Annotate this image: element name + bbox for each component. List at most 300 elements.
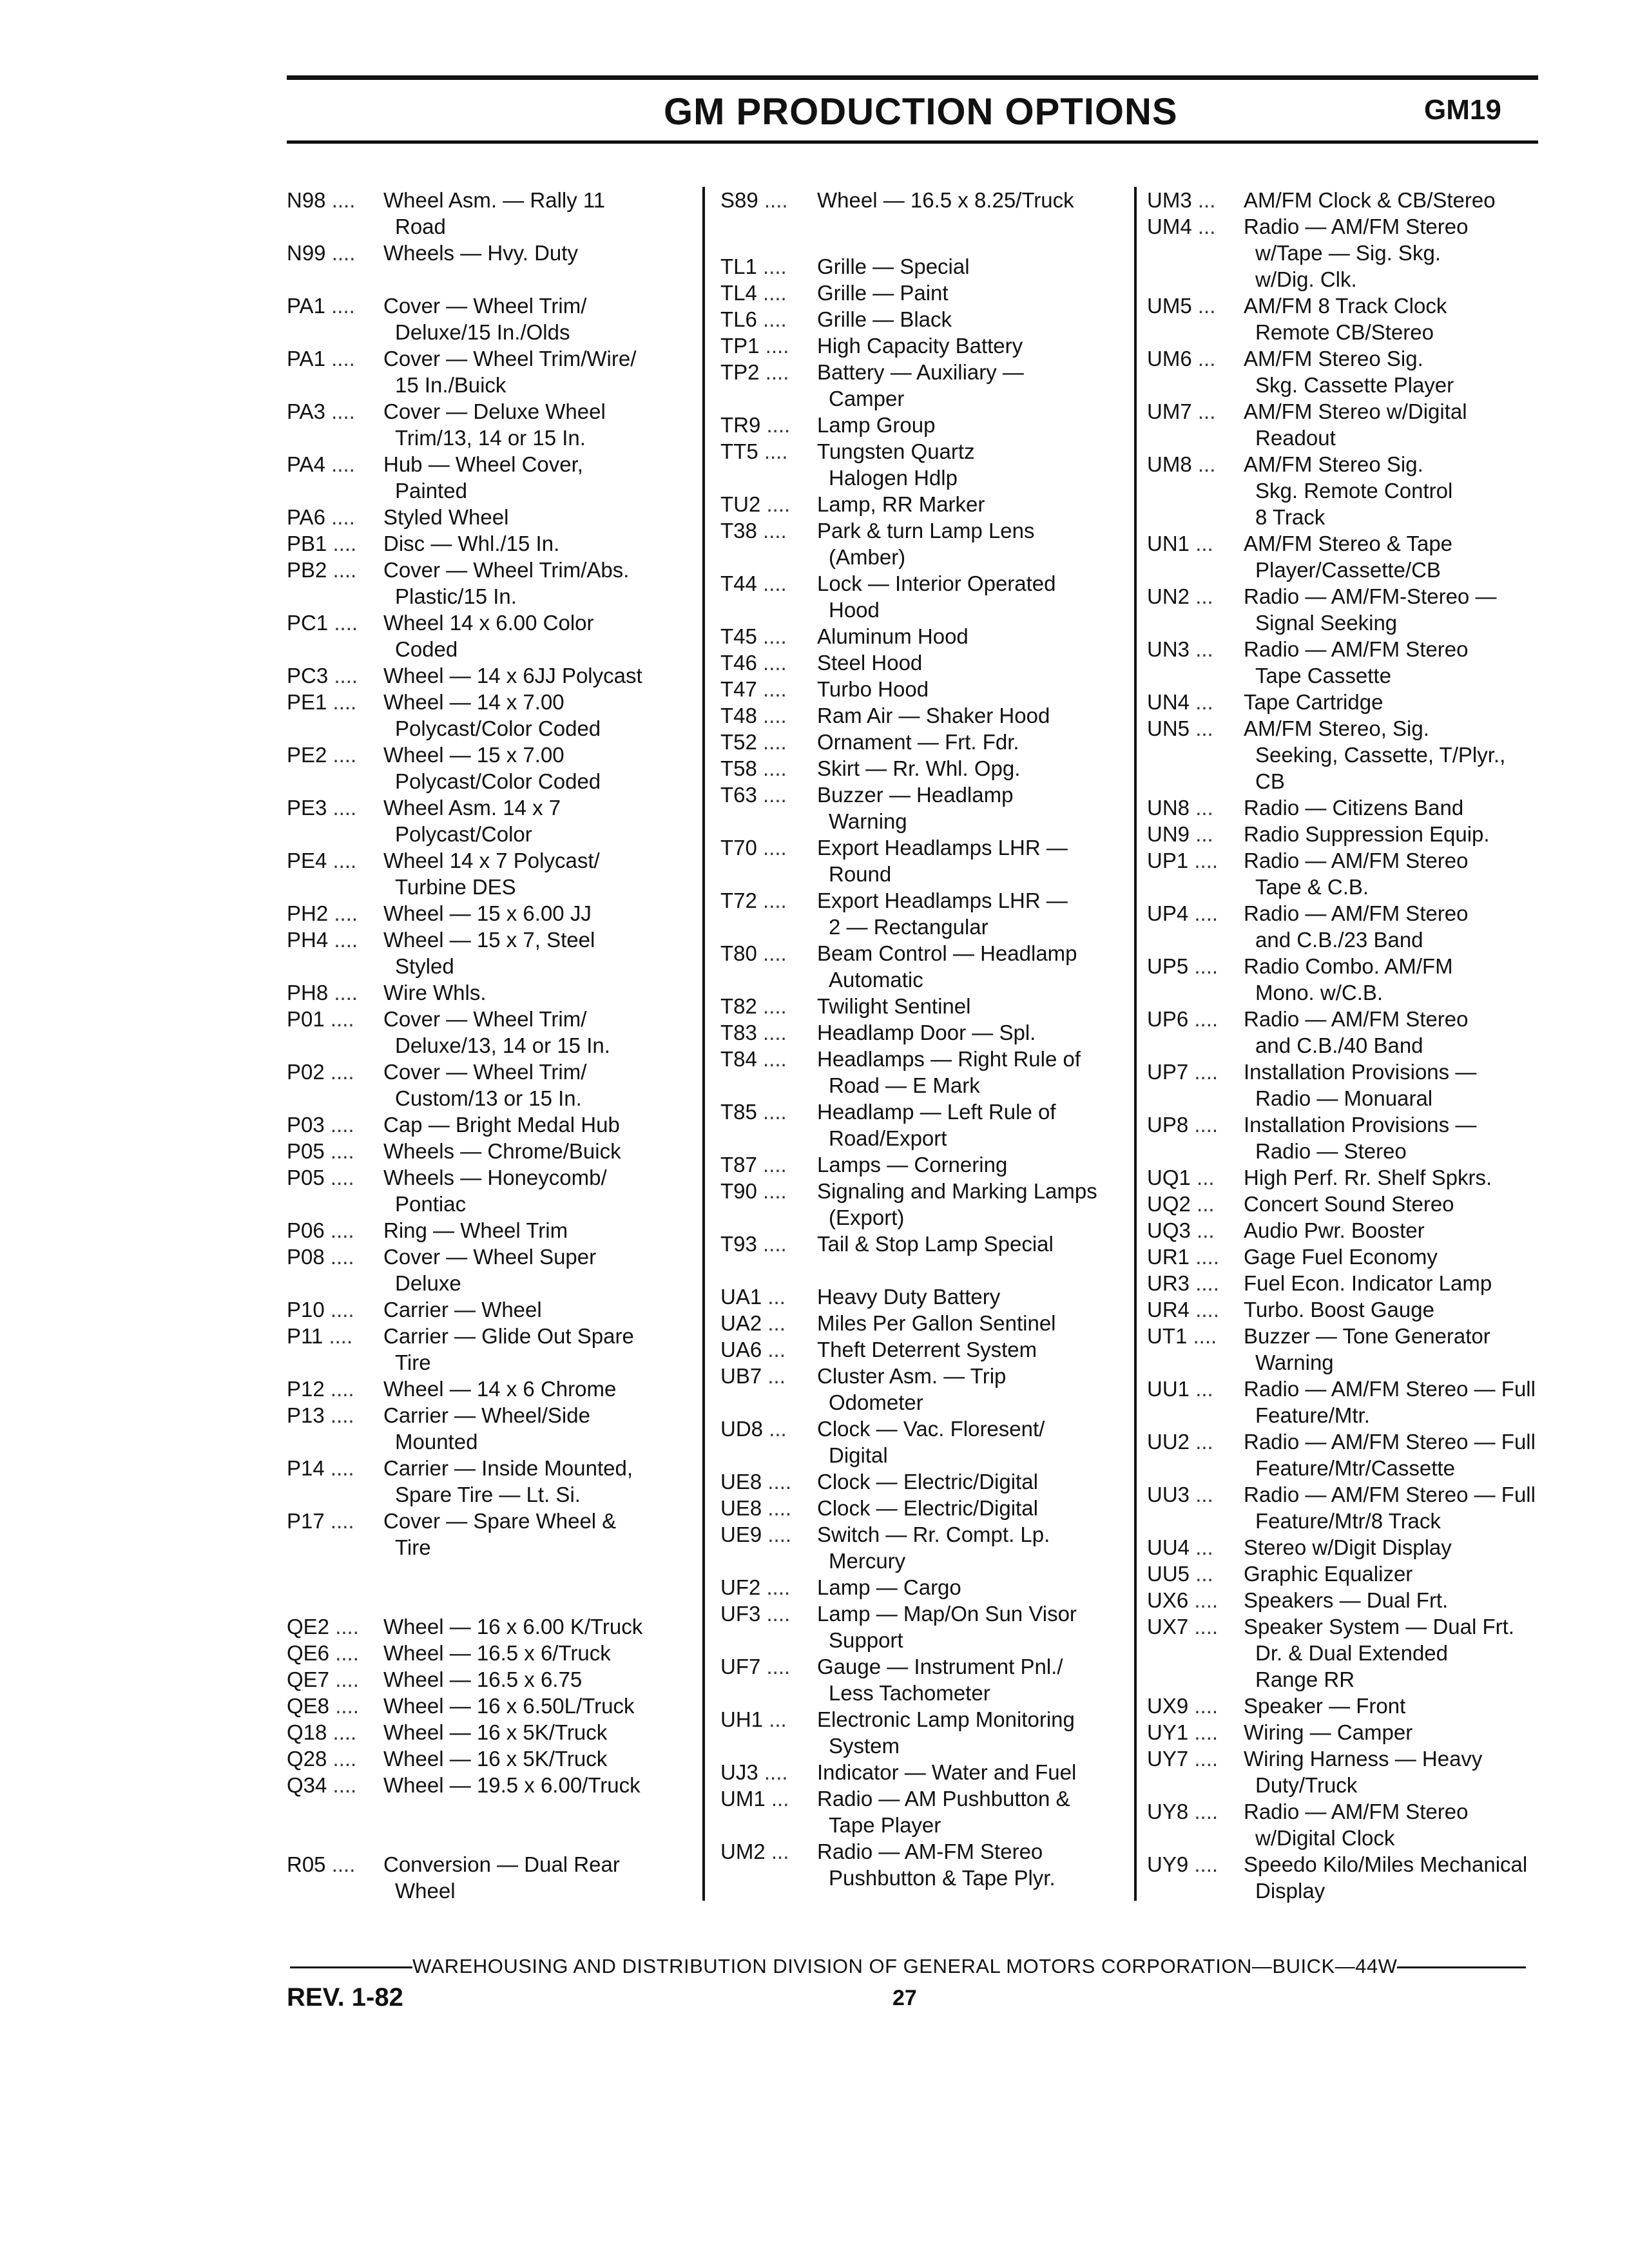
option-entry xyxy=(1147,1164,1598,1191)
option-code xyxy=(720,359,817,385)
option-leader-dots: .... xyxy=(763,994,787,1018)
option-code xyxy=(720,253,817,280)
option-leader-dots: .... xyxy=(763,835,787,860)
option-description: Carrier — Glide Out Spare xyxy=(383,1324,634,1348)
option-code-text: UM4 xyxy=(1147,215,1192,238)
option-description: Radio — AM/FM-Stereo — xyxy=(1244,584,1497,608)
option-code xyxy=(720,1336,817,1363)
option-code xyxy=(720,1099,817,1125)
options-column-1 xyxy=(287,187,693,1904)
option-description: Audio Pwr. Booster xyxy=(1244,1218,1425,1242)
option-description-continued: Skg. Remote Control xyxy=(1255,479,1453,503)
option-leader-dots: .... xyxy=(1194,1852,1219,1876)
option-description: Speaker System — Dual Frt. xyxy=(1244,1615,1514,1639)
option-code-text: UP1 xyxy=(1147,849,1189,872)
option-description: Wheel — 15 x 7, Steel xyxy=(383,928,595,952)
option-description: Wheel — 19.5 x 6.00/Truck xyxy=(383,1773,641,1797)
option-entry xyxy=(720,623,1126,649)
option-code xyxy=(1147,1851,1244,1878)
option-description-continued: Less Tachometer xyxy=(829,1680,990,1705)
option-code xyxy=(720,1785,817,1812)
option-code-text: TP1 xyxy=(720,333,760,358)
option-code-text: TU2 xyxy=(720,492,761,516)
option-leader-dots: ... xyxy=(1197,1218,1215,1242)
option-leader-dots: .... xyxy=(763,254,787,278)
option-description: Tungsten Quartz xyxy=(817,439,975,463)
option-description-continued: Tape Player xyxy=(829,1812,941,1837)
option-entry xyxy=(720,412,1126,438)
option-leader-dots: .... xyxy=(330,1298,354,1321)
option-leader-dots: .... xyxy=(333,1720,357,1744)
option-code xyxy=(1147,1745,1244,1772)
option-code-text: UN8 xyxy=(1147,796,1190,820)
option-description: Hub — Wheel Cover, xyxy=(383,452,583,476)
option-description: Wire Whls. xyxy=(383,981,487,1004)
option-code xyxy=(1147,821,1244,847)
option-entry xyxy=(287,187,693,240)
option-code xyxy=(720,1178,817,1204)
option-code-text: UM5 xyxy=(1147,294,1192,318)
option-description-continued: Pontiac xyxy=(395,1192,467,1216)
option-code-text: UB7 xyxy=(720,1363,762,1388)
option-code xyxy=(720,1363,817,1389)
option-code xyxy=(720,306,817,332)
option-leader-dots: .... xyxy=(330,1456,354,1480)
option-description-continued: Skg. Cassette Player xyxy=(1255,373,1454,397)
option-code-text: UY1 xyxy=(1147,1720,1189,1744)
option-code-text: T90 xyxy=(720,1178,757,1203)
option-description: Radio — AM/FM Stereo xyxy=(1244,1007,1469,1031)
option-description: Lock — Interior Operated xyxy=(817,571,1056,595)
option-description-continued: Dr. & Dual Extended xyxy=(1255,1641,1448,1665)
option-code-text: PC1 xyxy=(287,611,329,635)
option-entry xyxy=(1147,1244,1598,1270)
option-leader-dots: .... xyxy=(1194,954,1219,978)
option-code-text: R05 xyxy=(287,1852,326,1876)
option-entry xyxy=(720,1600,1126,1653)
option-leader-dots: .... xyxy=(764,188,788,212)
option-description: Aluminum Hood xyxy=(817,624,969,648)
option-code-text: PE2 xyxy=(287,743,327,767)
option-description-continued: Support xyxy=(829,1628,903,1652)
option-code xyxy=(1147,345,1244,372)
option-leader-dots: .... xyxy=(765,360,789,384)
option-code xyxy=(720,702,817,729)
option-leader-dots: .... xyxy=(1194,901,1219,925)
option-description: Wheel — 15 x 6.00 JJ xyxy=(383,901,592,925)
option-code xyxy=(1147,1323,1244,1349)
option-code xyxy=(287,504,383,530)
option-leader-dots: .... xyxy=(333,1747,357,1771)
option-leader-dots: .... xyxy=(333,796,357,820)
option-code xyxy=(720,834,817,861)
option-code-text: PA1 xyxy=(287,347,325,370)
option-leader-dots: .... xyxy=(329,1324,353,1348)
option-entry xyxy=(720,1574,1126,1600)
option-leader-dots: ... xyxy=(1195,1430,1213,1454)
option-code-text: UP8 xyxy=(1147,1113,1189,1137)
option-code-text: T44 xyxy=(720,571,757,595)
option-leader-dots: .... xyxy=(1194,1060,1219,1084)
option-description-continued: w/Tape — Sig. Skg. xyxy=(1255,241,1441,265)
option-leader-dots: .... xyxy=(333,743,357,767)
option-entry xyxy=(1147,1428,1598,1481)
option-code xyxy=(287,1376,383,1402)
option-entry xyxy=(720,702,1126,729)
option-leader-dots: .... xyxy=(767,1495,792,1520)
option-code xyxy=(720,1495,817,1521)
option-entry xyxy=(1147,1693,1598,1719)
option-leader-dots: ... xyxy=(1197,294,1216,318)
option-code xyxy=(1147,1719,1244,1745)
option-code-text: TP2 xyxy=(720,360,760,384)
option-description: AM/FM Clock & CB/Stereo xyxy=(1244,188,1496,212)
option-entry xyxy=(720,1231,1126,1257)
option-entry xyxy=(720,993,1126,1019)
option-code xyxy=(287,1059,383,1085)
option-entry xyxy=(287,689,693,742)
option-code-text: UE9 xyxy=(720,1522,762,1546)
option-code xyxy=(1147,953,1244,979)
option-code xyxy=(720,1019,817,1046)
option-description: Buzzer — Tone Generator xyxy=(1244,1324,1490,1348)
option-leader-dots: .... xyxy=(335,1667,359,1691)
option-description-continued: Styled xyxy=(395,954,454,978)
option-code-text: UA2 xyxy=(720,1311,762,1335)
option-leader-dots: .... xyxy=(766,1575,791,1599)
option-entry xyxy=(720,1099,1126,1151)
option-code-text: QE2 xyxy=(287,1615,330,1639)
option-entry xyxy=(720,1468,1126,1495)
option-description: Radio — AM/FM Stereo xyxy=(1244,901,1469,925)
option-code xyxy=(287,1851,383,1878)
option-entry xyxy=(287,1508,693,1561)
option-leader-dots: ... xyxy=(767,1363,786,1388)
option-code xyxy=(720,1706,817,1733)
option-description: Radio — AM/FM Stereo xyxy=(1244,215,1469,238)
option-description-continued: Wheel xyxy=(395,1879,456,1903)
option-description: Wheels — Chrome/Buick xyxy=(383,1139,621,1163)
option-entry xyxy=(720,491,1126,517)
option-description-continued: Road — E Mark xyxy=(829,1073,980,1097)
option-entry xyxy=(1147,1059,1598,1111)
revision-label: REV. 1-82 xyxy=(287,1983,403,2012)
option-leader-dots: .... xyxy=(330,1166,354,1189)
option-entry xyxy=(1147,187,1598,213)
option-code-text: P11 xyxy=(287,1324,323,1348)
option-code-text: T52 xyxy=(720,729,757,754)
options-column-3 xyxy=(1147,187,1598,1904)
option-leader-dots: ... xyxy=(771,1839,789,1863)
option-code xyxy=(1147,689,1244,715)
option-code-text: P14 xyxy=(287,1456,325,1480)
option-description-continued: Turbine DES xyxy=(395,875,516,899)
option-code xyxy=(1147,213,1244,240)
option-leader-dots: .... xyxy=(763,941,787,965)
option-entry xyxy=(1147,345,1598,398)
option-code xyxy=(1147,1481,1244,1508)
option-code xyxy=(287,1508,383,1534)
option-leader-dots: ... xyxy=(1197,188,1216,212)
option-description-continued: (Amber) xyxy=(829,544,906,569)
option-code xyxy=(1147,1217,1244,1244)
option-entry xyxy=(287,662,693,689)
option-code-text: UM2 xyxy=(720,1839,766,1863)
option-entry xyxy=(1147,451,1598,530)
option-leader-dots: .... xyxy=(763,518,787,543)
option-description: Wheels — Hvy. Duty xyxy=(383,241,578,265)
option-description: Wheel — 16 x 6.00 K/Truck xyxy=(383,1615,643,1639)
option-code-text: UM7 xyxy=(1147,399,1192,423)
option-leader-dots: .... xyxy=(763,677,787,701)
option-leader-dots: .... xyxy=(1195,1245,1219,1269)
option-code-text: T70 xyxy=(720,835,757,860)
option-code-text: UU1 xyxy=(1147,1377,1190,1401)
option-description-continued: Road xyxy=(395,215,446,238)
option-leader-dots: ... xyxy=(769,1707,787,1731)
option-code-text: UP4 xyxy=(1147,901,1189,925)
option-code-text: UN1 xyxy=(1147,532,1190,555)
option-description: Headlamp Door — Spl. xyxy=(817,1020,1036,1044)
option-code-text: PC3 xyxy=(287,664,329,687)
option-code-text: T47 xyxy=(720,677,757,701)
option-code-text: UU3 xyxy=(1147,1483,1190,1506)
option-code-text: UF2 xyxy=(720,1575,761,1599)
option-description: Ram Air — Shaker Hood xyxy=(817,703,1050,727)
option-description: Wiring — Camper xyxy=(1244,1720,1413,1744)
option-code-text: P05 xyxy=(287,1166,325,1189)
option-code xyxy=(287,662,383,689)
option-code-text: UE8 xyxy=(720,1469,762,1494)
option-entry xyxy=(287,1693,693,1719)
option-leader-dots: ... xyxy=(1195,1562,1213,1586)
option-code xyxy=(287,1693,383,1719)
option-entry xyxy=(287,1006,693,1059)
option-leader-dots: .... xyxy=(333,690,357,714)
option-code-text: P10 xyxy=(287,1298,325,1321)
option-description-continued: Duty/Truck xyxy=(1255,1773,1358,1797)
option-description: Wheel — 16.5 x 8.25/Truck xyxy=(817,188,1074,212)
option-description-continued: (Export) xyxy=(829,1205,905,1229)
option-entry xyxy=(720,306,1126,332)
option-entry xyxy=(287,794,693,847)
option-code xyxy=(1147,1111,1244,1138)
option-description-continued: Seeking, Cassette, T/Plyr., xyxy=(1255,743,1506,767)
option-description: Export Headlamps LHR — xyxy=(817,888,1068,912)
option-leader-dots: .... xyxy=(330,1403,354,1427)
option-code xyxy=(287,1296,383,1323)
option-description-continued: Feature/Mtr/8 Track xyxy=(1255,1509,1441,1533)
option-code-text: QE7 xyxy=(287,1667,330,1691)
footer-rule-left xyxy=(290,1966,412,1968)
option-code xyxy=(1147,1534,1244,1561)
option-code xyxy=(1147,451,1244,477)
option-leader-dots: .... xyxy=(334,664,358,687)
option-description: AM/FM Stereo, Sig. xyxy=(1244,716,1429,740)
option-code xyxy=(1147,398,1244,425)
option-entry xyxy=(720,834,1126,887)
option-code-text: UF7 xyxy=(720,1654,761,1678)
option-entry xyxy=(287,610,693,662)
option-code-text: UN5 xyxy=(1147,716,1190,740)
option-leader-dots: .... xyxy=(763,1178,787,1203)
option-leader-dots: .... xyxy=(763,280,787,305)
option-code-text: TR9 xyxy=(720,412,761,437)
option-description: Switch — Rr. Compt. Lp. xyxy=(817,1522,1050,1546)
option-description: Radio — Citizens Band xyxy=(1244,796,1464,820)
option-entry xyxy=(1147,847,1598,900)
option-entry xyxy=(1147,1111,1598,1164)
option-description: Export Headlamps LHR — xyxy=(817,835,1068,860)
option-code xyxy=(287,1111,383,1138)
option-leader-dots: .... xyxy=(763,1099,787,1124)
option-description: Headlamps — Right Rule of xyxy=(817,1046,1081,1071)
option-description: Lamps — Cornering xyxy=(817,1152,1008,1177)
option-code-text: UP5 xyxy=(1147,954,1189,978)
option-entry xyxy=(1147,293,1598,345)
option-description: Radio Suppression Equip. xyxy=(1244,822,1490,846)
option-description: High Perf. Rr. Shelf Spkrs. xyxy=(1244,1166,1492,1189)
option-code xyxy=(720,1151,817,1178)
option-entry xyxy=(720,517,1126,570)
option-entry xyxy=(1147,1323,1598,1376)
section-code: GM19 xyxy=(1424,94,1501,126)
option-description: AM/FM 8 Track Clock xyxy=(1244,294,1447,318)
option-description-continued: Warning xyxy=(1255,1350,1334,1374)
option-code-text: P13 xyxy=(287,1403,325,1427)
option-code-text: P03 xyxy=(287,1113,325,1137)
option-code-text: UN2 xyxy=(1147,584,1190,608)
option-code-text: UM1 xyxy=(720,1786,766,1811)
option-code xyxy=(1147,1428,1244,1455)
option-code-text: UH1 xyxy=(720,1707,764,1731)
option-code xyxy=(287,1244,383,1270)
option-code xyxy=(287,900,383,927)
option-code-text: UE8 xyxy=(720,1495,762,1520)
option-entry xyxy=(1147,794,1598,821)
option-leader-dots: .... xyxy=(767,1522,792,1546)
option-code-text: PH2 xyxy=(287,901,329,925)
option-entry xyxy=(720,755,1126,782)
option-code-text: UR4 xyxy=(1147,1298,1190,1321)
option-code-text: UX7 xyxy=(1147,1615,1189,1639)
option-description: Wheel — 16.5 x 6/Truck xyxy=(383,1641,611,1665)
option-description: Cover — Wheel Trim/Wire/ xyxy=(383,347,637,370)
option-code xyxy=(720,755,817,782)
option-code xyxy=(720,623,817,649)
option-entry xyxy=(1147,1296,1598,1323)
option-code-text: UJ3 xyxy=(720,1760,758,1784)
option-description-continued: Mono. w/C.B. xyxy=(1255,981,1383,1004)
option-code-text: P06 xyxy=(287,1218,325,1242)
option-entry xyxy=(287,1455,693,1508)
option-code-text: PA3 xyxy=(287,399,325,423)
option-leader-dots: ... xyxy=(1195,584,1213,608)
option-description-continued: Painted xyxy=(395,479,467,503)
option-entry xyxy=(1147,1719,1598,1745)
option-entry xyxy=(1147,1745,1598,1798)
option-description: Wheel — 16.5 x 6.75 xyxy=(383,1667,583,1691)
option-leader-dots: ... xyxy=(1195,1483,1213,1506)
option-code xyxy=(720,676,817,702)
option-code xyxy=(287,1719,383,1745)
option-code xyxy=(287,742,383,768)
option-code-text: UF3 xyxy=(720,1601,761,1626)
option-code-text: N99 xyxy=(287,241,326,265)
option-leader-dots: .... xyxy=(330,1218,354,1242)
option-description-continued: Mercury xyxy=(829,1548,906,1573)
option-entry xyxy=(287,504,693,530)
option-description: Fuel Econ. Indicator Lamp xyxy=(1244,1271,1492,1295)
option-description-continued: Polycast/Color Coded xyxy=(395,769,601,793)
option-entry xyxy=(287,1244,693,1296)
option-code xyxy=(287,1455,383,1481)
option-description-continued: Trim/13, 14 or 15 In. xyxy=(395,426,586,450)
option-entry xyxy=(287,293,693,345)
option-leader-dots: .... xyxy=(333,532,357,555)
option-entry xyxy=(720,1336,1126,1363)
option-description-continued: Pushbutton & Tape Plyr. xyxy=(829,1865,1055,1890)
option-entry xyxy=(1147,1534,1598,1561)
option-code xyxy=(720,1283,817,1310)
option-description-continued: Feature/Mtr. xyxy=(1255,1403,1370,1427)
option-leader-dots: .... xyxy=(334,981,358,1004)
option-code-text: UP7 xyxy=(1147,1060,1189,1084)
option-leader-dots: .... xyxy=(335,1694,359,1718)
option-description: Carrier — Wheel/Side xyxy=(383,1403,590,1427)
option-code-text: PB2 xyxy=(287,558,327,582)
option-description: Cover — Wheel Trim/ xyxy=(383,294,587,318)
option-code xyxy=(287,1164,383,1191)
option-entry xyxy=(287,1402,693,1455)
option-description: Tape Cartridge xyxy=(1244,690,1383,714)
option-leader-dots: .... xyxy=(1194,1007,1219,1031)
option-description-continued: Automatic xyxy=(829,967,923,992)
option-code-text: P02 xyxy=(287,1060,325,1084)
option-leader-dots: .... xyxy=(330,1113,354,1137)
option-code xyxy=(1147,1613,1244,1640)
option-entry xyxy=(720,1495,1126,1521)
option-description-continued: Road/Export xyxy=(829,1126,947,1150)
option-code-text: Q28 xyxy=(287,1747,327,1771)
option-entry xyxy=(1147,636,1598,689)
option-leader-dots: ... xyxy=(1195,796,1213,820)
option-description: Installation Provisions — xyxy=(1244,1113,1477,1137)
option-code-text: UA6 xyxy=(720,1337,762,1361)
option-leader-dots: .... xyxy=(1194,1694,1219,1718)
option-description: AM/FM Stereo & Tape xyxy=(1244,532,1453,555)
option-code-text: Q18 xyxy=(287,1720,327,1744)
option-description: Graphic Equalizer xyxy=(1244,1562,1413,1586)
option-code-text: TL6 xyxy=(720,307,757,331)
option-entry xyxy=(720,1653,1126,1706)
option-description: Lamp Group xyxy=(817,412,936,437)
option-leader-dots: .... xyxy=(1193,1324,1217,1348)
option-description-continued: Range RR xyxy=(1255,1667,1355,1691)
option-code xyxy=(287,1217,383,1244)
option-code xyxy=(720,332,817,359)
option-code xyxy=(720,570,817,597)
option-leader-dots: .... xyxy=(330,1509,354,1533)
option-description: Speaker — Front xyxy=(1244,1694,1406,1718)
option-code-text: UA1 xyxy=(720,1284,762,1309)
option-entry xyxy=(1147,1561,1598,1587)
option-description-continued: Plastic/15 In. xyxy=(395,584,517,608)
option-description: Skirt — Rr. Whl. Opg. xyxy=(817,756,1021,780)
option-entry xyxy=(1147,1851,1598,1904)
option-leader-dots: ... xyxy=(769,1416,787,1441)
option-description: Styled Wheel xyxy=(383,505,509,529)
